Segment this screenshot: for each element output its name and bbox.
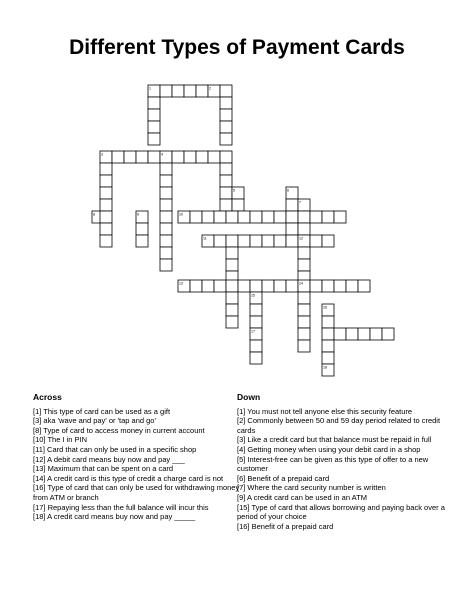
grid-cell[interactable] [358,280,370,292]
grid-cell[interactable] [250,280,262,292]
grid-cell[interactable] [232,199,244,211]
grid-cell[interactable] [226,235,238,247]
grid-cell[interactable] [100,223,112,235]
grid-cell[interactable] [220,121,232,133]
grid-cell[interactable] [100,175,112,187]
grid-cell[interactable] [322,328,334,340]
grid-cell[interactable] [262,280,274,292]
grid-cell[interactable] [322,352,334,364]
grid-cell[interactable] [298,292,310,304]
grid-cell[interactable] [346,280,358,292]
grid-cell[interactable] [160,223,172,235]
grid-cell[interactable] [160,247,172,259]
grid-cell[interactable] [286,199,298,211]
grid-cell[interactable] [310,211,322,223]
grid-cell[interactable] [262,235,274,247]
grid-cell[interactable] [274,211,286,223]
grid-cell[interactable] [226,280,238,292]
across-clue: [17] Repaying less than the full balance will incur this [33,502,209,512]
clue-number: 2 [209,86,211,91]
grid-cell[interactable] [196,85,208,97]
clue-number: 5 [233,188,235,193]
grid-cell[interactable] [160,235,172,247]
grid-cell[interactable] [322,211,334,223]
down-heading: Down [237,392,261,402]
grid-cell[interactable] [250,352,262,364]
grid-cell[interactable] [286,211,298,223]
grid-cell[interactable] [184,151,196,163]
across-clue-list [33,407,248,522]
across-clue: [12] A debit card means buy now and pay ___ [33,454,185,464]
across-heading: Across [33,392,62,402]
grid-cell[interactable] [160,85,172,97]
grid-cell[interactable] [196,151,208,163]
across-clue: [8] Type of card to access money in current account [33,425,205,435]
grid-cell[interactable] [148,109,160,121]
clue-number: 14 [299,281,303,286]
grid-cell[interactable] [298,316,310,328]
across-clue: [16] Type of card that can only be used for withdrawing money from ATM or branch [33,483,240,502]
clue-number: 10 [179,212,183,217]
clue-number: 18 [323,365,327,370]
grid-cell[interactable] [100,163,112,175]
across-clue: [13] Maximum that can be spent on a card [33,464,174,474]
clue-number: 17 [251,329,255,334]
page-title: Different Types of Payment Cards [69,36,405,59]
down-clue: [4] Getting money when using your debit card in a shop [237,444,421,454]
grid-cell[interactable] [220,133,232,145]
across-clue: [3] aka 'wave and pay' or 'tap and go' [33,416,156,426]
grid-cell[interactable] [238,235,250,247]
grid-cell[interactable] [346,328,358,340]
grid-cell[interactable] [190,211,202,223]
grid-cell[interactable] [262,211,274,223]
grid-cell[interactable] [172,85,184,97]
grid-cell[interactable] [160,187,172,199]
grid-cell[interactable] [220,163,232,175]
grid-cell[interactable] [298,211,310,223]
grid-cell[interactable] [148,133,160,145]
grid-cell[interactable] [148,97,160,109]
down-clue: [15] Type of card that allows borrowing and paying back over a period of your choice [237,502,445,522]
grid-cell[interactable] [100,211,112,223]
grid-cell[interactable] [226,259,238,271]
grid-cell[interactable] [226,247,238,259]
grid-cell[interactable] [208,151,220,163]
grid-cell[interactable] [160,211,172,223]
grid-cell[interactable] [322,316,334,328]
grid-cell[interactable] [322,235,334,247]
grid-cell[interactable] [286,280,298,292]
grid-cell[interactable] [298,247,310,259]
grid-cell[interactable] [298,304,310,316]
clue-number: 4 [161,152,163,157]
grid-cell[interactable] [250,316,262,328]
across-clue: [10] The I in PIN [33,435,88,445]
grid-cell[interactable] [226,304,238,316]
down-clue: [16] Benefit of a prepaid card [237,521,334,531]
grid-cell[interactable] [322,280,334,292]
grid-cell[interactable] [274,280,286,292]
grid-cell[interactable] [286,223,298,235]
clue-number: 9 [137,212,139,217]
down-clue: [3] Like a credit card but that balance must be repaid in full [237,435,432,445]
grid-cell[interactable] [286,235,298,247]
grid-cell[interactable] [148,151,160,163]
grid-cell[interactable] [238,211,250,223]
grid-cell[interactable] [136,235,148,247]
down-clue-list [237,407,452,532]
grid-cell[interactable] [190,280,202,292]
grid-cell[interactable] [298,259,310,271]
across-clue: [11] Card that can only be used in a specific shop [33,444,197,454]
grid-cell[interactable] [298,340,310,352]
clue-number: 6 [287,188,289,193]
grid-cell[interactable] [334,328,346,340]
grid-cell[interactable] [160,199,172,211]
across-clue: [1] This type of card can be used as a gift [33,406,171,416]
grid-cell[interactable] [184,85,196,97]
grid-cell[interactable] [274,235,286,247]
clue-number: 8 [93,212,95,217]
grid-cell[interactable] [238,280,250,292]
grid-cell[interactable] [334,211,346,223]
grid-cell[interactable] [310,280,322,292]
clue-number: 3 [101,152,103,157]
grid-cell[interactable] [220,109,232,121]
grid-cell[interactable] [220,199,232,211]
down-clue: [7] Where the card security number is written [237,483,386,493]
grid-cell[interactable] [250,340,262,352]
grid-cell[interactable] [214,235,226,247]
grid-cell[interactable] [160,163,172,175]
down-clues [237,393,452,531]
grid-cell[interactable] [220,85,232,97]
grid-cell[interactable] [202,211,214,223]
across-clue: [18] A credit card means buy now and pay _____ [33,512,196,522]
grid-cell[interactable] [112,151,124,163]
grid-cell[interactable] [214,280,226,292]
grid-cell[interactable] [250,235,262,247]
grid-cell[interactable] [100,235,112,247]
grid-cell[interactable] [202,280,214,292]
grid-cell[interactable] [100,187,112,199]
grid-cell[interactable] [334,280,346,292]
down-clue: [1] You must not tell anyone else this security feature [237,406,413,416]
grid-cell[interactable] [136,151,148,163]
grid-cell[interactable] [220,187,232,199]
grid-cell[interactable] [160,175,172,187]
grid-cell[interactable] [220,97,232,109]
across-clues [33,393,248,522]
down-clue: [6] Benefit of a prepaid card [237,473,330,483]
grid-cell[interactable] [370,328,382,340]
grid-cell[interactable] [226,211,238,223]
grid-cell[interactable] [298,328,310,340]
grid-cell[interactable] [298,223,310,235]
grid-cell[interactable] [160,259,172,271]
grid-cell[interactable] [136,223,148,235]
grid-cell[interactable] [358,328,370,340]
clue-number: 7 [299,200,301,205]
grid-cell[interactable] [322,340,334,352]
down-clue: [5] Interest-free can be given as this type of offer to a new customer [237,454,429,474]
grid-cell[interactable] [310,235,322,247]
down-clue: [2] Commonly between 50 and 59 day period related to credit cards [237,416,441,435]
grid-cell[interactable] [214,211,226,223]
clue-number: 12 [299,236,303,241]
clue-number: 15 [251,293,255,298]
across-clue: [14] A credit card is this type of credit a charge card is not [33,473,224,483]
grid-cell[interactable] [226,316,238,328]
clue-number: 11 [203,236,207,241]
down-clue: [9] A credit card can be used in an ATM [237,492,367,502]
grid-cell[interactable] [220,175,232,187]
grid-cell[interactable] [148,121,160,133]
grid-cell[interactable] [100,199,112,211]
grid-cell[interactable] [382,328,394,340]
clue-number: 16 [323,305,327,310]
grid-cell[interactable] [250,304,262,316]
grid-cell[interactable] [226,292,238,304]
clue-number: 1 [149,86,151,91]
grid-cell[interactable] [250,211,262,223]
clue-number: 13 [179,281,183,286]
grid-cell[interactable] [124,151,136,163]
grid-cell[interactable] [172,151,184,163]
grid-cell[interactable] [220,151,232,163]
